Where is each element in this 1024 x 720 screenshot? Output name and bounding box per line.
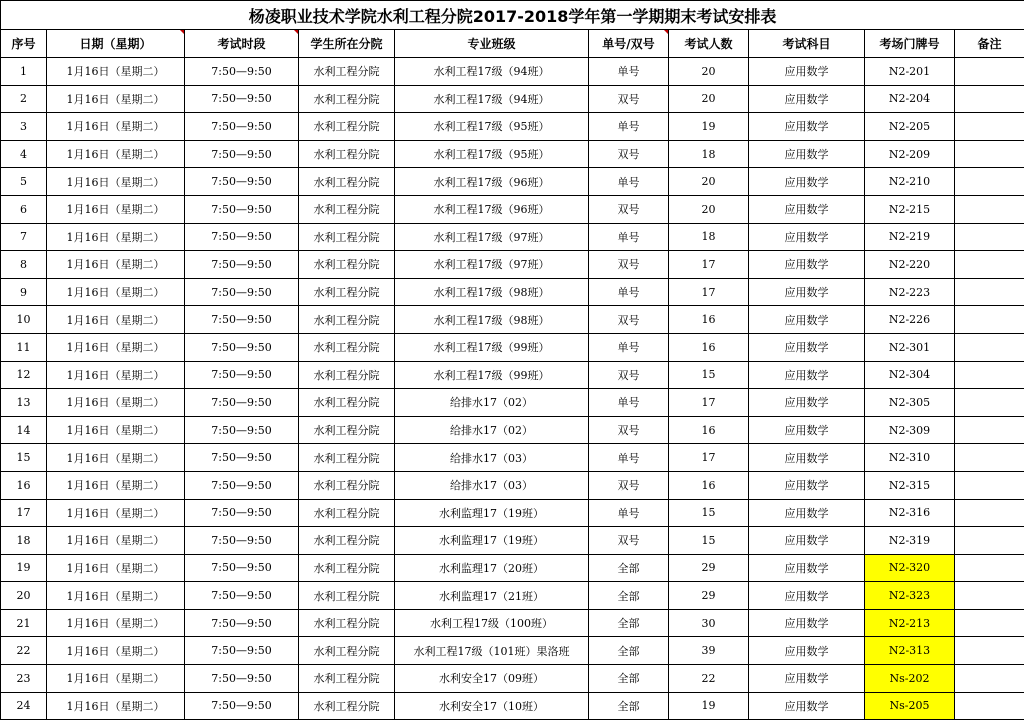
cell-no: 4 [1, 140, 47, 168]
cell-class: 给排水17（02） [395, 389, 589, 417]
table-row [1, 389, 1024, 417]
header-parity [589, 30, 669, 58]
cell-subject: 应用数学 [749, 416, 865, 444]
cell-date: 1月16日（星期二） [47, 361, 185, 389]
header-time-label: 考试时段 [217, 37, 265, 51]
cell-no: 20 [1, 582, 47, 610]
cell-class: 水利工程17级（101班）果洛班 [395, 637, 589, 665]
table-row [1, 471, 1024, 499]
cell-class: 水利工程17级（94班） [395, 58, 589, 86]
cell-class: 水利工程17级（95班） [395, 113, 589, 141]
comment-marker-icon [180, 30, 184, 34]
cell-time: 7:50—9:50 [185, 278, 299, 306]
cell-count: 15 [669, 361, 749, 389]
cell-room: N2-204 [865, 85, 955, 113]
cell-count: 16 [669, 333, 749, 361]
cell-time: 7:50—9:50 [185, 444, 299, 472]
cell-time: 7:50—9:50 [185, 168, 299, 196]
cell-room: N2-213 [865, 609, 955, 637]
cell-class: 水利工程17级（96班） [395, 195, 589, 223]
table-row [1, 195, 1024, 223]
cell-note [955, 637, 1024, 665]
cell-room: N2-209 [865, 140, 955, 168]
cell-no: 21 [1, 609, 47, 637]
table-row [1, 609, 1024, 637]
cell-dept: 水利工程分院 [299, 637, 395, 665]
table-row [1, 582, 1024, 610]
cell-subject: 应用数学 [749, 333, 865, 361]
cell-no: 24 [1, 692, 47, 720]
cell-room: N2-316 [865, 499, 955, 527]
cell-room: N2-320 [865, 554, 955, 582]
cell-dept: 水利工程分院 [299, 333, 395, 361]
cell-count: 17 [669, 251, 749, 279]
cell-subject: 应用数学 [749, 692, 865, 720]
cell-note [955, 582, 1024, 610]
cell-dept: 水利工程分院 [299, 58, 395, 86]
table-row [1, 278, 1024, 306]
cell-subject: 应用数学 [749, 140, 865, 168]
cell-no: 14 [1, 416, 47, 444]
cell-count: 18 [669, 223, 749, 251]
cell-no: 9 [1, 278, 47, 306]
table-body [1, 58, 1024, 720]
cell-parity: 单号 [589, 389, 669, 417]
cell-dept: 水利工程分院 [299, 140, 395, 168]
cell-count: 17 [669, 389, 749, 417]
header-note [955, 30, 1024, 58]
cell-parity: 全部 [589, 554, 669, 582]
cell-no: 11 [1, 333, 47, 361]
cell-note [955, 251, 1024, 279]
cell-parity: 双号 [589, 306, 669, 334]
cell-count: 20 [669, 195, 749, 223]
cell-date: 1月16日（星期二） [47, 692, 185, 720]
cell-room: N2-319 [865, 527, 955, 555]
cell-note [955, 416, 1024, 444]
cell-no: 10 [1, 306, 47, 334]
cell-date: 1月16日（星期二） [47, 637, 185, 665]
cell-no: 13 [1, 389, 47, 417]
cell-room: N2-205 [865, 113, 955, 141]
cell-no: 15 [1, 444, 47, 472]
cell-time: 7:50—9:50 [185, 527, 299, 555]
table-row [1, 58, 1024, 86]
cell-class: 水利工程17级（97班） [395, 223, 589, 251]
cell-no: 18 [1, 527, 47, 555]
cell-note [955, 665, 1024, 693]
header-row [1, 30, 1024, 58]
cell-date: 1月16日（星期二） [47, 554, 185, 582]
cell-time: 7:50—9:50 [185, 554, 299, 582]
cell-parity: 双号 [589, 471, 669, 499]
cell-time: 7:50—9:50 [185, 637, 299, 665]
cell-subject: 应用数学 [749, 527, 865, 555]
cell-subject: 应用数学 [749, 58, 865, 86]
cell-dept: 水利工程分院 [299, 554, 395, 582]
cell-room: Ns-205 [865, 692, 955, 720]
cell-dept: 水利工程分院 [299, 665, 395, 693]
cell-dept: 水利工程分院 [299, 168, 395, 196]
cell-note [955, 527, 1024, 555]
cell-subject: 应用数学 [749, 278, 865, 306]
cell-no: 2 [1, 85, 47, 113]
cell-time: 7:50—9:50 [185, 665, 299, 693]
cell-no: 6 [1, 195, 47, 223]
cell-date: 1月16日（星期二） [47, 168, 185, 196]
cell-parity: 全部 [589, 637, 669, 665]
cell-date: 1月16日（星期二） [47, 499, 185, 527]
cell-parity: 双号 [589, 195, 669, 223]
table-row [1, 333, 1024, 361]
table-row [1, 113, 1024, 141]
cell-parity: 单号 [589, 333, 669, 361]
cell-count: 17 [669, 444, 749, 472]
cell-no: 5 [1, 168, 47, 196]
header-date [47, 30, 185, 58]
cell-note [955, 554, 1024, 582]
comment-marker-icon [664, 30, 668, 34]
cell-dept: 水利工程分院 [299, 582, 395, 610]
cell-dept: 水利工程分院 [299, 499, 395, 527]
cell-room: N2-310 [865, 444, 955, 472]
table-row [1, 527, 1024, 555]
cell-note [955, 58, 1024, 86]
cell-room: N2-304 [865, 361, 955, 389]
cell-dept: 水利工程分院 [299, 278, 395, 306]
cell-no: 12 [1, 361, 47, 389]
table-row [1, 416, 1024, 444]
cell-parity: 全部 [589, 582, 669, 610]
cell-count: 39 [669, 637, 749, 665]
cell-count: 18 [669, 140, 749, 168]
table-row [1, 692, 1024, 720]
cell-time: 7:50—9:50 [185, 582, 299, 610]
header-note-label: 备注 [978, 37, 1002, 51]
cell-date: 1月16日（星期二） [47, 223, 185, 251]
cell-dept: 水利工程分院 [299, 306, 395, 334]
cell-class: 水利工程17级（97班） [395, 251, 589, 279]
cell-parity: 双号 [589, 140, 669, 168]
cell-no: 23 [1, 665, 47, 693]
cell-date: 1月16日（星期二） [47, 665, 185, 693]
cell-parity: 双号 [589, 251, 669, 279]
cell-dept: 水利工程分院 [299, 223, 395, 251]
cell-parity: 双号 [589, 85, 669, 113]
cell-count: 19 [669, 692, 749, 720]
cell-note [955, 306, 1024, 334]
cell-class: 水利监理17（19班） [395, 499, 589, 527]
cell-date: 1月16日（星期二） [47, 333, 185, 361]
cell-count: 16 [669, 416, 749, 444]
header-subject [749, 30, 865, 58]
table-row [1, 140, 1024, 168]
cell-room: N2-215 [865, 195, 955, 223]
cell-subject: 应用数学 [749, 499, 865, 527]
cell-class: 水利安全17（09班） [395, 665, 589, 693]
header-dept [299, 30, 395, 58]
cell-class: 水利工程17级（100班） [395, 609, 589, 637]
cell-no: 1 [1, 58, 47, 86]
cell-no: 7 [1, 223, 47, 251]
cell-class: 水利工程17级（95班） [395, 140, 589, 168]
title-row [1, 1, 1024, 30]
cell-class: 水利监理17（21班） [395, 582, 589, 610]
cell-parity: 单号 [589, 58, 669, 86]
sheet-title: 杨凌职业技术学院水利工程分院2017-2018学年第一学期期末考试安排表 [1, 1, 1024, 30]
cell-class: 水利工程17级（96班） [395, 168, 589, 196]
cell-time: 7:50—9:50 [185, 333, 299, 361]
cell-parity: 单号 [589, 444, 669, 472]
cell-note [955, 113, 1024, 141]
cell-subject: 应用数学 [749, 223, 865, 251]
cell-room: N2-301 [865, 333, 955, 361]
cell-date: 1月16日（星期二） [47, 471, 185, 499]
cell-note [955, 333, 1024, 361]
cell-time: 7:50—9:50 [185, 140, 299, 168]
header-count-label: 考试人数 [684, 37, 732, 51]
cell-time: 7:50—9:50 [185, 471, 299, 499]
cell-subject: 应用数学 [749, 389, 865, 417]
cell-count: 20 [669, 58, 749, 86]
cell-parity: 单号 [589, 223, 669, 251]
cell-date: 1月16日（星期二） [47, 306, 185, 334]
cell-class: 水利安全17（10班） [395, 692, 589, 720]
cell-dept: 水利工程分院 [299, 609, 395, 637]
cell-parity: 全部 [589, 609, 669, 637]
cell-note [955, 195, 1024, 223]
cell-note [955, 389, 1024, 417]
cell-no: 19 [1, 554, 47, 582]
cell-subject: 应用数学 [749, 85, 865, 113]
cell-date: 1月16日（星期二） [47, 113, 185, 141]
header-subject-label: 考试科目 [782, 37, 830, 51]
cell-time: 7:50—9:50 [185, 113, 299, 141]
cell-no: 22 [1, 637, 47, 665]
cell-dept: 水利工程分院 [299, 692, 395, 720]
cell-time: 7:50—9:50 [185, 223, 299, 251]
cell-no: 16 [1, 471, 47, 499]
cell-subject: 应用数学 [749, 637, 865, 665]
cell-subject: 应用数学 [749, 361, 865, 389]
table-row [1, 637, 1024, 665]
cell-room: N2-219 [865, 223, 955, 251]
cell-subject: 应用数学 [749, 665, 865, 693]
table-row [1, 444, 1024, 472]
cell-time: 7:50—9:50 [185, 85, 299, 113]
header-no-label: 序号 [11, 37, 35, 51]
cell-class: 水利监理17（19班） [395, 527, 589, 555]
cell-subject: 应用数学 [749, 582, 865, 610]
cell-note [955, 223, 1024, 251]
cell-time: 7:50—9:50 [185, 58, 299, 86]
cell-room: N2-315 [865, 471, 955, 499]
cell-date: 1月16日（星期二） [47, 58, 185, 86]
cell-dept: 水利工程分院 [299, 389, 395, 417]
cell-no: 3 [1, 113, 47, 141]
cell-note [955, 168, 1024, 196]
table-row [1, 85, 1024, 113]
cell-subject: 应用数学 [749, 444, 865, 472]
cell-time: 7:50—9:50 [185, 692, 299, 720]
cell-room: Ns-202 [865, 665, 955, 693]
header-dept-label: 学生所在分院 [310, 37, 382, 51]
cell-no: 17 [1, 499, 47, 527]
cell-subject: 应用数学 [749, 471, 865, 499]
cell-count: 22 [669, 665, 749, 693]
cell-class: 给排水17（02） [395, 416, 589, 444]
cell-dept: 水利工程分院 [299, 251, 395, 279]
header-class [395, 30, 589, 58]
table-row [1, 499, 1024, 527]
header-date-label: 日期（星期） [79, 37, 151, 51]
table-row [1, 361, 1024, 389]
cell-subject: 应用数学 [749, 554, 865, 582]
cell-note [955, 361, 1024, 389]
cell-class: 水利工程17级（99班） [395, 361, 589, 389]
cell-parity: 单号 [589, 278, 669, 306]
cell-date: 1月16日（星期二） [47, 85, 185, 113]
table-row [1, 665, 1024, 693]
cell-parity: 双号 [589, 527, 669, 555]
cell-date: 1月16日（星期二） [47, 251, 185, 279]
cell-room: N2-323 [865, 582, 955, 610]
cell-note [955, 471, 1024, 499]
cell-note [955, 140, 1024, 168]
cell-time: 7:50—9:50 [185, 251, 299, 279]
cell-count: 29 [669, 582, 749, 610]
cell-time: 7:50—9:50 [185, 499, 299, 527]
cell-time: 7:50—9:50 [185, 361, 299, 389]
cell-room: N2-313 [865, 637, 955, 665]
cell-dept: 水利工程分院 [299, 444, 395, 472]
cell-count: 15 [669, 527, 749, 555]
cell-room: N2-220 [865, 251, 955, 279]
cell-count: 20 [669, 85, 749, 113]
header-room [865, 30, 955, 58]
cell-count: 16 [669, 471, 749, 499]
cell-class: 水利工程17级（98班） [395, 306, 589, 334]
cell-time: 7:50—9:50 [185, 195, 299, 223]
cell-parity: 双号 [589, 416, 669, 444]
cell-room: N2-226 [865, 306, 955, 334]
cell-date: 1月16日（星期二） [47, 609, 185, 637]
cell-subject: 应用数学 [749, 195, 865, 223]
cell-parity: 单号 [589, 499, 669, 527]
cell-time: 7:50—9:50 [185, 389, 299, 417]
header-time [185, 30, 299, 58]
header-room-label: 考场门牌号 [879, 37, 939, 51]
cell-date: 1月16日（星期二） [47, 140, 185, 168]
table-row [1, 554, 1024, 582]
cell-time: 7:50—9:50 [185, 306, 299, 334]
table-row [1, 223, 1024, 251]
cell-date: 1月16日（星期二） [47, 444, 185, 472]
cell-count: 19 [669, 113, 749, 141]
table-row [1, 251, 1024, 279]
cell-count: 20 [669, 168, 749, 196]
cell-no: 8 [1, 251, 47, 279]
cell-dept: 水利工程分院 [299, 471, 395, 499]
cell-date: 1月16日（星期二） [47, 195, 185, 223]
cell-class: 水利工程17级（94班） [395, 85, 589, 113]
cell-count: 16 [669, 306, 749, 334]
cell-note [955, 692, 1024, 720]
cell-note [955, 609, 1024, 637]
comment-marker-icon [294, 30, 298, 34]
header-no [1, 30, 47, 58]
cell-dept: 水利工程分院 [299, 195, 395, 223]
cell-parity: 双号 [589, 361, 669, 389]
cell-dept: 水利工程分院 [299, 416, 395, 444]
cell-date: 1月16日（星期二） [47, 527, 185, 555]
cell-parity: 全部 [589, 692, 669, 720]
cell-class: 给排水17（03） [395, 444, 589, 472]
cell-dept: 水利工程分院 [299, 361, 395, 389]
cell-class: 水利监理17（20班） [395, 554, 589, 582]
table-row [1, 306, 1024, 334]
cell-note [955, 85, 1024, 113]
table-row [1, 168, 1024, 196]
cell-parity: 单号 [589, 168, 669, 196]
cell-room: N2-201 [865, 58, 955, 86]
cell-date: 1月16日（星期二） [47, 582, 185, 610]
cell-count: 30 [669, 609, 749, 637]
cell-note [955, 278, 1024, 306]
cell-room: N2-223 [865, 278, 955, 306]
header-parity-label: 单号/双号 [602, 37, 654, 51]
cell-class: 水利工程17级（98班） [395, 278, 589, 306]
header-count [669, 30, 749, 58]
cell-dept: 水利工程分院 [299, 527, 395, 555]
cell-class: 给排水17（03） [395, 471, 589, 499]
cell-subject: 应用数学 [749, 609, 865, 637]
cell-subject: 应用数学 [749, 113, 865, 141]
cell-date: 1月16日（星期二） [47, 278, 185, 306]
cell-room: N2-210 [865, 168, 955, 196]
cell-count: 29 [669, 554, 749, 582]
cell-parity: 全部 [589, 665, 669, 693]
cell-subject: 应用数学 [749, 168, 865, 196]
cell-parity: 单号 [589, 113, 669, 141]
cell-count: 15 [669, 499, 749, 527]
cell-dept: 水利工程分院 [299, 85, 395, 113]
cell-class: 水利工程17级（99班） [395, 333, 589, 361]
cell-subject: 应用数学 [749, 306, 865, 334]
header-class-label: 专业班级 [467, 37, 515, 51]
cell-dept: 水利工程分院 [299, 113, 395, 141]
cell-time: 7:50—9:50 [185, 609, 299, 637]
cell-date: 1月16日（星期二） [47, 389, 185, 417]
cell-time: 7:50—9:50 [185, 416, 299, 444]
cell-count: 17 [669, 278, 749, 306]
cell-room: N2-305 [865, 389, 955, 417]
cell-note [955, 444, 1024, 472]
cell-subject: 应用数学 [749, 251, 865, 279]
cell-note [955, 499, 1024, 527]
cell-room: N2-309 [865, 416, 955, 444]
cell-date: 1月16日（星期二） [47, 416, 185, 444]
